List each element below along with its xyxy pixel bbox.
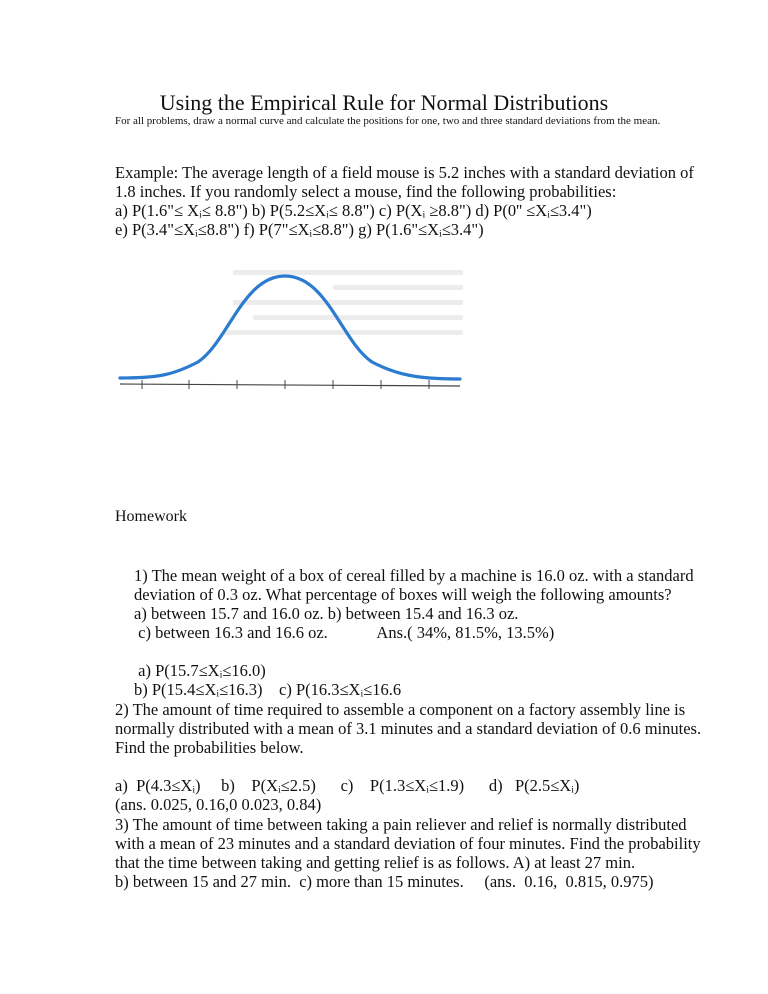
problem-line: a) P(4.3≤Xᵢ) b) P(Xᵢ≤2.5) c) P(1.3≤Xᵢ≤1.9) d) P(2.5≤Xᵢ)	[115, 776, 580, 795]
example-line: e) P(3.4"≤Xᵢ≤8.8") f) P(7"≤Xᵢ≤8.8") g) P(1.6"≤Xᵢ≤3.4")	[115, 220, 484, 239]
problem-line: 1) The mean weight of a box of cereal filled by a machine is 16.0 oz. with a standard	[134, 566, 694, 585]
example-section	[115, 163, 715, 239]
problem-line: b) between 15 and 27 min. c) more than 15 minutes. (ans. 0.16, 0.815, 0.975)	[115, 872, 654, 891]
problem-line: Find the probabilities below.	[115, 738, 304, 757]
homework-heading: Homework	[115, 508, 187, 525]
problem-line: with a mean of 23 minutes and a standard deviation of four minutes. Find the probability	[115, 834, 701, 853]
problem-2	[115, 700, 715, 814]
spacer	[134, 642, 714, 661]
normal-curve-figure	[118, 262, 463, 402]
problem-3	[115, 815, 715, 891]
problem-line: 3) The amount of time between taking a pain reliever and relief is normally distributed	[115, 815, 687, 834]
problem-line: 2) The amount of time required to assemble a component on a factory assembly line is	[115, 700, 686, 719]
problem-1	[134, 566, 714, 699]
example-line: Example: The average length of a field mouse is 5.2 inches with a standard deviation of	[115, 163, 694, 182]
example-line: 1.8 inches. If you randomly select a mouse, find the following probabilities:	[115, 182, 617, 201]
problem-line: (ans. 0.025, 0.16,0 0.023, 0.84)	[115, 795, 322, 814]
problem-line: normally distributed with a mean of 3.1 minutes and a standard deviation of 0.6 minutes.	[115, 719, 702, 738]
problem-line: deviation of 0.3 oz. What percentage of boxes will weigh the following amounts?	[134, 585, 672, 604]
example-line: a) P(1.6"≤ Xᵢ≤ 8.8") b) P(5.2≤Xᵢ≤ 8.8") c) P(Xᵢ ≥8.8") d) P(0'' ≤Xᵢ≤3.4")	[115, 201, 592, 220]
spacer	[115, 757, 715, 776]
problem-line: b) P(15.4≤Xᵢ≤16.3) c) P(16.3≤Xᵢ≤16.6	[134, 680, 402, 699]
problem-line: a) P(15.7≤Xᵢ≤16.0)	[134, 661, 266, 680]
problem-line: a) between 15.7 and 16.0 oz. b) between 15.4 and 16.3 oz.	[134, 604, 519, 623]
problem-line: that the time between taking and getting relief is as follows. A) at least 27 min.	[115, 853, 636, 872]
instructions: For all problems, draw a normal curve and calculate the positions for one, two and three standard deviations from the mean.	[115, 115, 661, 127]
normal-curve-icon	[118, 262, 463, 402]
page-title: Using the Empirical Rule for Normal Distributions	[159, 90, 609, 115]
problem-line: c) between 16.3 and 16.6 oz. Ans.( 34%, 81.5%, 13.5%)	[134, 623, 555, 642]
